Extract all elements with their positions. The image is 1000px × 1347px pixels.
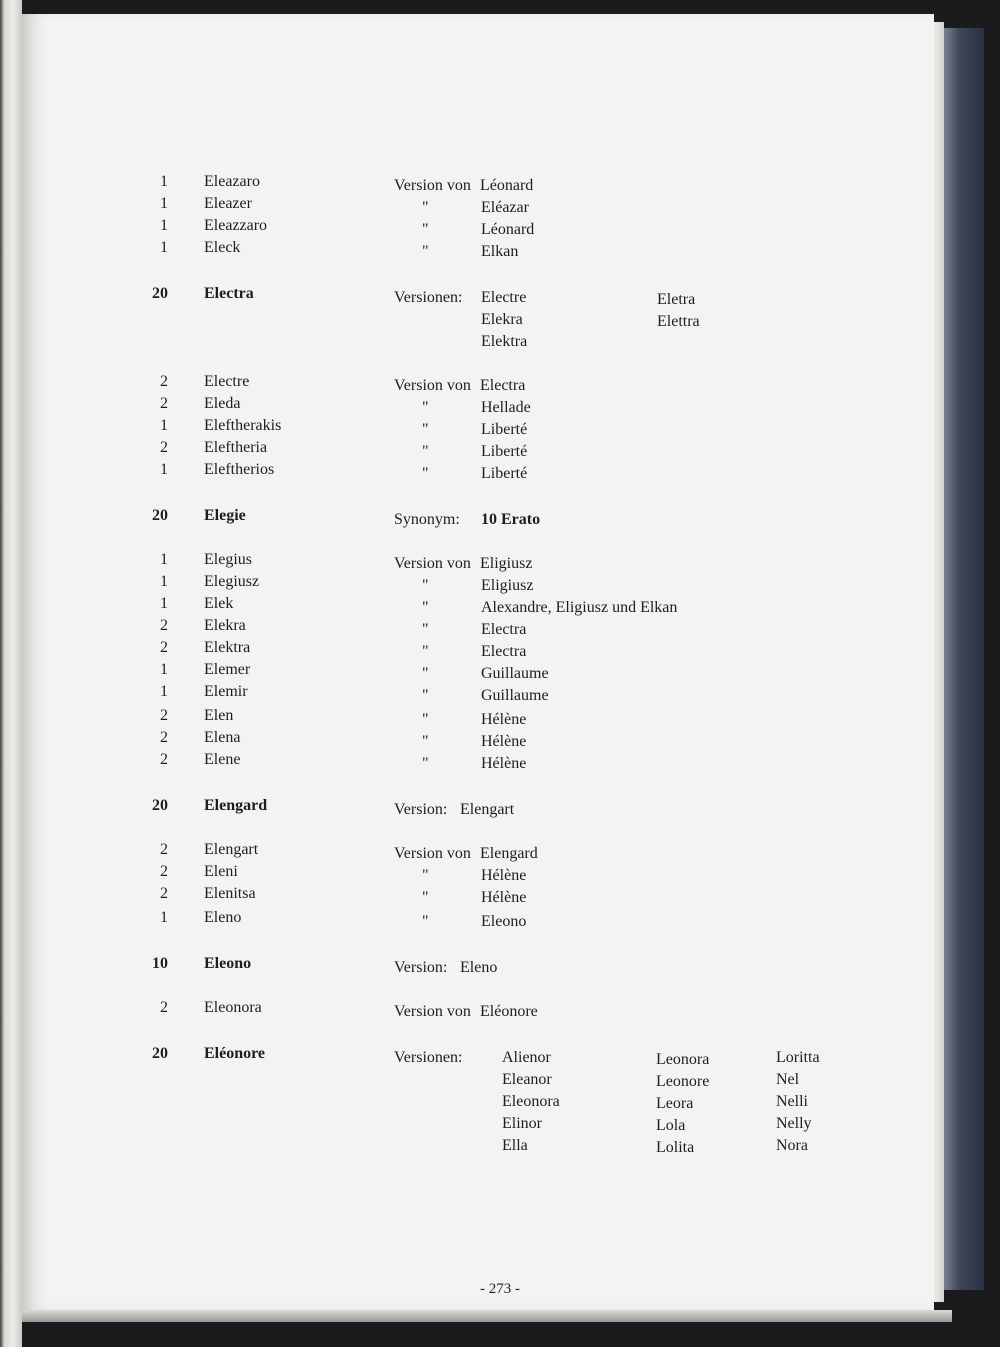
entry-count: 2 xyxy=(160,617,168,634)
entry-label: " xyxy=(422,733,429,750)
page-number: - 273 - xyxy=(480,1281,520,1297)
entry-count: 1 xyxy=(160,195,168,212)
entry-reference: Electra xyxy=(481,621,527,638)
entry-name: Eleni xyxy=(204,863,238,880)
entry-reference: Elkan xyxy=(481,243,519,260)
version-name: Nel xyxy=(776,1071,800,1088)
entry-reference: Hélène xyxy=(481,867,527,884)
entry-count: 2 xyxy=(160,373,168,390)
entry-count: 2 xyxy=(160,863,168,880)
entry-count: 1 xyxy=(160,173,168,190)
entry-name: Eleazaro xyxy=(204,173,260,190)
book-cover-edge xyxy=(944,28,984,1290)
version-name: Eleonora xyxy=(502,1093,560,1110)
entry-name: Elemer xyxy=(204,661,251,678)
entry-label: " xyxy=(422,599,429,616)
entry-count: 2 xyxy=(160,751,168,768)
entry-name: Eleazer xyxy=(204,195,252,212)
entry-label: " xyxy=(422,913,429,930)
entry-name: Eleftherios xyxy=(204,461,275,478)
entry-label: " xyxy=(422,889,429,906)
entry-label: " xyxy=(422,867,429,884)
entry-name: Eleck xyxy=(204,239,241,256)
entry-label: Version von xyxy=(394,845,471,862)
entry-label: " xyxy=(422,665,429,682)
entry-label: " xyxy=(422,221,429,238)
version-name: Lolita xyxy=(656,1139,695,1156)
entry-reference: Hellade xyxy=(481,399,531,416)
entry-count: 1 xyxy=(160,661,168,678)
entry-reference: Hélène xyxy=(481,889,527,906)
entry-label: Version: xyxy=(394,801,448,818)
entry-label: Version von xyxy=(394,1003,471,1020)
version-name: Elettra xyxy=(657,313,700,330)
entry-reference: 10 Erato xyxy=(481,511,541,528)
entry-name: Electra xyxy=(204,285,254,302)
entry-name: Elek xyxy=(204,595,234,612)
entry-count: 2 xyxy=(160,707,168,724)
entry-count: 10 xyxy=(152,955,168,972)
version-name: Electre xyxy=(481,289,527,306)
entry-name: Elengart xyxy=(204,841,259,858)
entry-reference: Eligiusz xyxy=(480,555,533,572)
version-name: Ella xyxy=(502,1137,528,1154)
entry-count: 1 xyxy=(160,595,168,612)
entry-name: Elegiusz xyxy=(204,573,260,590)
entry-label: " xyxy=(422,643,429,660)
entry-reference: Elengard xyxy=(480,845,538,862)
entry-name: Eleazzaro xyxy=(204,217,268,234)
entry-reference: Guillaume xyxy=(481,687,549,704)
entry-reference: Liberté xyxy=(481,465,528,482)
entry-reference: Eleono xyxy=(481,913,527,930)
entry-count: 20 xyxy=(152,1045,168,1062)
version-name: Nora xyxy=(776,1137,808,1154)
entry-label: Synonym: xyxy=(394,511,460,528)
entry-label: " xyxy=(422,711,429,728)
entry-reference: Electra xyxy=(480,377,526,394)
entry-count: 20 xyxy=(152,797,168,814)
entry-count: 1 xyxy=(160,909,168,926)
entry-reference: Hélène xyxy=(481,711,527,728)
entry-name: Elemir xyxy=(204,683,248,700)
entry-count: 1 xyxy=(160,217,168,234)
entry-label: " xyxy=(422,621,429,638)
entry-reference: Eléazar xyxy=(481,199,529,216)
entry-reference: Hélène xyxy=(481,733,527,750)
entry-reference: Eligiusz xyxy=(481,577,534,594)
entry-name: Elegius xyxy=(204,551,252,568)
entry-reference: Liberté xyxy=(481,421,528,438)
version-name: Leonore xyxy=(656,1073,710,1090)
entry-count: 1 xyxy=(160,417,168,434)
book-left-page-edge xyxy=(0,0,22,1347)
entry-label: " xyxy=(422,243,429,260)
book-bottom-edge xyxy=(22,1310,952,1322)
entry-name: Eleno xyxy=(204,909,242,926)
entry-name: Elengard xyxy=(204,797,268,814)
entry-count: 1 xyxy=(160,683,168,700)
entry-label: Version: xyxy=(394,959,448,976)
entry-label: Versionen: xyxy=(394,289,463,306)
entry-label: " xyxy=(422,577,429,594)
entry-reference: Electra xyxy=(481,643,527,660)
version-name: Eletra xyxy=(657,291,696,308)
entry-name: Eleftherakis xyxy=(204,417,282,434)
version-name: Alienor xyxy=(502,1049,551,1066)
version-name: Leora xyxy=(656,1095,694,1112)
entry-reference: Léonard xyxy=(480,177,534,194)
entry-label: " xyxy=(422,755,429,772)
entry-reference: Hélène xyxy=(481,755,527,772)
entry-count: 2 xyxy=(160,841,168,858)
entry-name: Elena xyxy=(204,729,241,746)
entry-count: 20 xyxy=(152,507,168,524)
entry-name: Electre xyxy=(204,373,250,390)
entry-count: 20 xyxy=(152,285,168,302)
entry-name: Eleono xyxy=(204,955,252,972)
version-name: Leonora xyxy=(656,1051,710,1068)
entry-count: 2 xyxy=(160,729,168,746)
entry-label: Versionen: xyxy=(394,1049,463,1066)
version-name: Elinor xyxy=(502,1115,542,1132)
entry-count: 2 xyxy=(160,395,168,412)
entry-name: Eléonore xyxy=(204,1045,266,1062)
entry-count: 1 xyxy=(160,461,168,478)
entry-label: Version von xyxy=(394,555,471,572)
version-name: Loritta xyxy=(776,1049,820,1066)
entry-name: Eleftheria xyxy=(204,439,268,456)
entry-label: " xyxy=(422,465,429,482)
entry-reference: Alexandre, Eligiusz und Elkan xyxy=(481,599,678,616)
entry-reference: Guillaume xyxy=(481,665,549,682)
version-name: Nelly xyxy=(776,1115,812,1132)
entry-name: Elektra xyxy=(204,639,251,656)
version-name: Elektra xyxy=(481,333,528,350)
entry-count: 2 xyxy=(160,999,168,1016)
entry-name: Eleonora xyxy=(204,999,262,1016)
entry-label: " xyxy=(422,687,429,704)
entry-name: Elekra xyxy=(204,617,246,634)
entry-name: Eleda xyxy=(204,395,241,412)
entry-reference: Liberté xyxy=(481,443,528,460)
entry-label: " xyxy=(422,199,429,216)
entry-name: Elene xyxy=(204,751,241,768)
entry-reference: Elengart xyxy=(460,801,515,818)
version-name: Eleanor xyxy=(502,1071,552,1088)
entry-label: " xyxy=(422,399,429,416)
entry-count: 1 xyxy=(160,551,168,568)
entry-name: Elegie xyxy=(204,507,246,524)
entry-count: 2 xyxy=(160,885,168,902)
entry-name: Elenitsa xyxy=(204,885,256,902)
entry-label: " xyxy=(422,443,429,460)
entry-name: Elen xyxy=(204,707,234,724)
entry-count: 1 xyxy=(160,573,168,590)
entry-reference: Eleno xyxy=(460,959,498,976)
entry-label: Version von xyxy=(394,177,471,194)
entry-count: 1 xyxy=(160,239,168,256)
entry-count: 2 xyxy=(160,439,168,456)
version-name: Nelli xyxy=(776,1093,808,1110)
book-page-edges xyxy=(934,22,944,1302)
version-name: Lola xyxy=(656,1117,686,1134)
entry-label: Version von xyxy=(394,377,471,394)
entry-reference: Eléonore xyxy=(480,1003,538,1020)
entry-reference: Léonard xyxy=(481,221,535,238)
entry-count: 2 xyxy=(160,639,168,656)
version-name: Elekra xyxy=(481,311,523,328)
entry-label: " xyxy=(422,421,429,438)
